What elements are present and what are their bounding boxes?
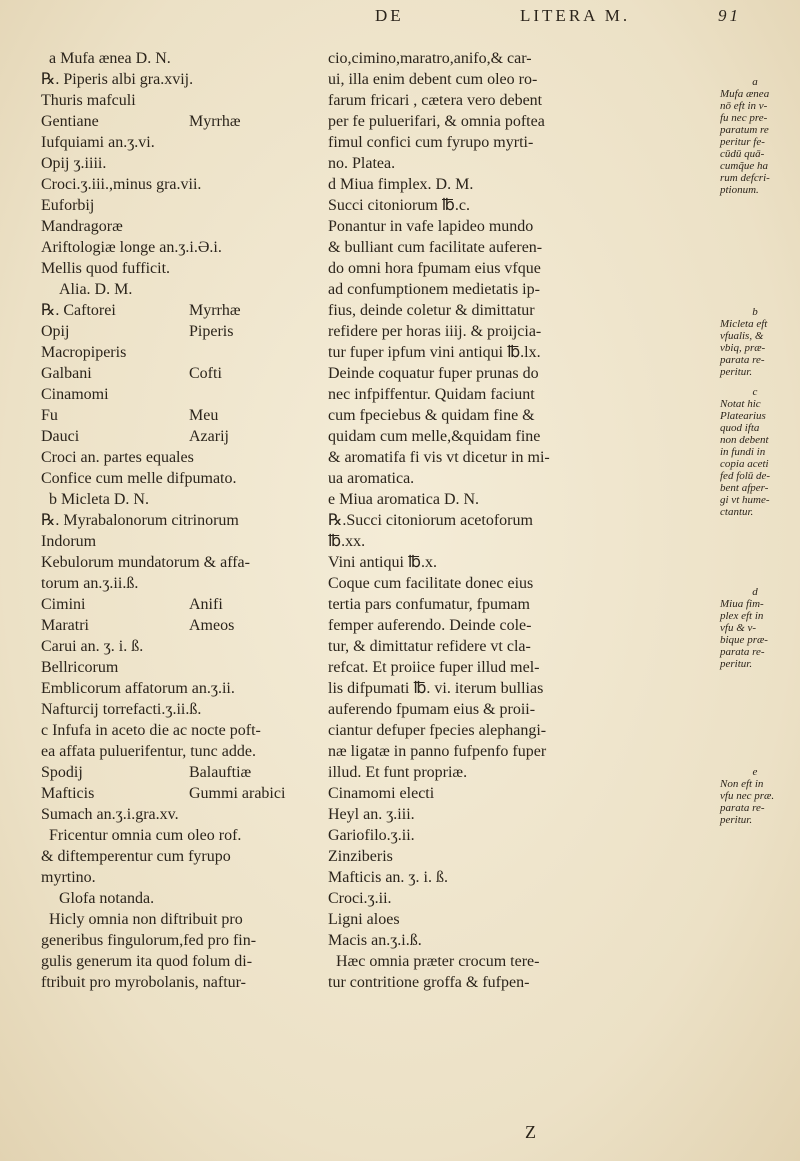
text-line: Succi citoniorum ℔.c. bbox=[328, 197, 470, 214]
text-line-cell: Opij bbox=[41, 323, 70, 340]
text-line: cio,cimino,maratro,anifo,& car- bbox=[328, 50, 532, 67]
text-line-cell: Myrrhæ bbox=[189, 302, 241, 319]
text-line-cell: Cofti bbox=[189, 365, 222, 382]
text-line: d Miua fimplex. D. M. bbox=[328, 176, 474, 193]
text-line: Macropiperis bbox=[41, 344, 127, 361]
margin-note-line: in fundi in bbox=[720, 446, 766, 458]
text-line: do omni hora fpumam eius vfque bbox=[328, 260, 541, 277]
text-line-cell: Maratri bbox=[41, 617, 89, 634]
text-line: Cinamomi electi bbox=[328, 785, 435, 802]
text-line: cum fpeciebus & quidam fine & bbox=[328, 407, 535, 424]
text-line: c Infufa in aceto die ac nocte poft- bbox=[41, 722, 261, 739]
text-line: farum fricari , cætera vero debent bbox=[328, 92, 543, 109]
margin-note-line: bent afper- bbox=[720, 482, 769, 494]
text-line: gulis generum ita quod folum di- bbox=[41, 953, 253, 970]
margin-note-line: peritur. bbox=[720, 658, 753, 670]
text-line: Zinziberis bbox=[328, 848, 393, 865]
margin-note-line: quod ifta bbox=[720, 422, 760, 434]
text-line: ea affata puluerifentur, tunc adde. bbox=[41, 743, 256, 760]
text-line-cell: Fu bbox=[41, 407, 58, 424]
text-line: Fricentur omnia cum oleo rof. bbox=[49, 827, 242, 844]
margin-note bbox=[720, 76, 790, 196]
margin-note-line: cūdū quā- bbox=[720, 148, 765, 160]
text-line: tur contritione groffa & fufpen- bbox=[328, 974, 530, 991]
text-line: no. Platea. bbox=[328, 155, 396, 172]
margin-note bbox=[720, 306, 790, 378]
margin-note-line: paratum re bbox=[720, 124, 769, 136]
margin-note-line: parata re- bbox=[720, 646, 765, 658]
margin-note-line: b bbox=[752, 306, 758, 318]
text-line: Cinamomi bbox=[41, 386, 109, 403]
text-line: Carui an. ʒ. i. ß. bbox=[41, 638, 144, 655]
text-line-cell: Spodij bbox=[41, 764, 83, 781]
text-line bbox=[41, 594, 321, 615]
text-line-cell: Ameos bbox=[189, 617, 235, 634]
text-line: Nafturcij torrefacti.ʒ.ii.ß. bbox=[41, 701, 202, 718]
margin-note-line: parata re- bbox=[720, 354, 765, 366]
margin-note-line: rum defcri- bbox=[720, 172, 770, 184]
text-line: Mafticis an. ʒ. i. ß. bbox=[328, 869, 448, 886]
text-line: illud. Et funt propriæ. bbox=[328, 764, 468, 781]
text-line-cell: Azarij bbox=[189, 428, 229, 445]
text-line: fimul confici cum fyrupo myrti- bbox=[328, 134, 534, 151]
margin-note-line: c bbox=[752, 386, 758, 398]
text-line: Heyl an. ʒ.iii. bbox=[328, 806, 415, 823]
text-line: Alia. D. M. bbox=[59, 281, 133, 298]
text-line-cell: Galbani bbox=[41, 365, 92, 382]
margin-note-line: Micleta eft bbox=[720, 318, 768, 330]
text-line: Deinde coquatur fuper prunas do bbox=[328, 365, 539, 382]
margin-note-line: fu nec pre- bbox=[720, 112, 768, 124]
text-line: & diftemperentur cum fyrupo bbox=[41, 848, 231, 865]
margin-note-line: Notat hic bbox=[720, 398, 761, 410]
text-line: Ariftologiæ longe an.ʒ.i.Ə.i. bbox=[41, 239, 222, 256]
text-line: ui, illa enim debent cum oleo ro- bbox=[328, 71, 538, 88]
text-line bbox=[41, 321, 321, 342]
page-number: 91 bbox=[718, 6, 741, 25]
margin-note-line: ptionum. bbox=[720, 184, 759, 196]
text-line: per fe puluerifari, & omnia poftea bbox=[328, 113, 545, 130]
text-line: ua aromatica. bbox=[328, 470, 415, 487]
text-line: Croci.ʒ.ii. bbox=[328, 890, 392, 907]
header-center: LITERA M. bbox=[520, 6, 631, 25]
text-line: e Miua aromatica D. N. bbox=[328, 491, 480, 508]
text-line-cell: Myrrhæ bbox=[189, 113, 241, 130]
text-line: torum an.ʒ.ii.ß. bbox=[41, 575, 139, 592]
header-left: DE bbox=[375, 6, 404, 25]
text-line: Bellricorum bbox=[41, 659, 119, 676]
margin-note-line: Miua fim- bbox=[720, 598, 764, 610]
margin-note bbox=[720, 386, 790, 518]
margin-note-line: Platearius bbox=[720, 410, 766, 422]
text-line: b Micleta D. N. bbox=[49, 491, 149, 508]
running-header bbox=[0, 6, 800, 36]
text-line: tertia pars confumatur, fpumam bbox=[328, 596, 530, 613]
text-line: auferendo fpumam eius & proii- bbox=[328, 701, 536, 718]
margin-note-line: vfualis, & bbox=[720, 330, 764, 342]
text-line: Euforbij bbox=[41, 197, 95, 214]
text-line: generibus fingulorum,fed pro fin- bbox=[41, 932, 257, 949]
text-line-cell: Cimini bbox=[41, 596, 86, 613]
text-line: tur fuper ipfum vini antiqui ℔.lx. bbox=[328, 344, 541, 361]
margin-note-line: e bbox=[752, 766, 758, 778]
text-line: Hæc omnia præter crocum tere- bbox=[336, 953, 540, 970]
margin-note-line: a bbox=[752, 76, 758, 88]
text-line: Mandragoræ bbox=[41, 218, 123, 235]
text-line: Mellis quod fufficit. bbox=[41, 260, 171, 277]
text-line bbox=[41, 762, 321, 783]
text-line: Ligni aloes bbox=[328, 911, 400, 928]
text-line: ℞.Succi citoniorum acetoforum bbox=[328, 512, 533, 529]
margin-note-line: d bbox=[752, 586, 758, 598]
text-line: & aromatifa fi vis vt dicetur in mi- bbox=[328, 449, 550, 466]
text-line-cell: Meu bbox=[189, 407, 219, 424]
text-line bbox=[41, 300, 321, 321]
margin-note-line: parata re- bbox=[720, 802, 765, 814]
text-line: Kebulorum mundatorum & affa- bbox=[41, 554, 250, 571]
margin-note-line: Non eft in bbox=[720, 778, 764, 790]
text-line-cell: Anifi bbox=[189, 596, 223, 613]
margin-note-line: plex eft in bbox=[720, 610, 764, 622]
margin-note-line: vbiq, præ- bbox=[720, 342, 766, 354]
text-line: ℞. Myrabalonorum citrinorum bbox=[41, 512, 239, 529]
margin-note-line: cumq̃ue ha bbox=[720, 160, 768, 172]
text-line: ℞. Piperis albi gra.xvij. bbox=[41, 71, 194, 88]
text-line: Thuris mafculi bbox=[41, 92, 136, 109]
margin-note-line: bique præ- bbox=[720, 634, 768, 646]
text-line: nec infpiffentur. Quidam faciunt bbox=[328, 386, 535, 403]
text-line-cell: Balauftiæ bbox=[189, 764, 252, 781]
text-line bbox=[41, 783, 321, 804]
text-line: ftribuit pro myrobolanis, naftur- bbox=[41, 974, 246, 991]
text-line: Confice cum melle difpumato. bbox=[41, 470, 237, 487]
text-line: quidam cum melle,&quidam fine bbox=[328, 428, 541, 445]
text-line: a Mufa ænea D. N. bbox=[49, 50, 171, 67]
text-line bbox=[41, 111, 321, 132]
text-line: tur, & dimittatur refidere vt cla- bbox=[328, 638, 531, 655]
margin-note-line: nō eft in v- bbox=[720, 100, 768, 112]
text-line: Croci an. partes equales bbox=[41, 449, 194, 466]
text-line: næ ligatæ in panno fufpenfo fuper bbox=[328, 743, 547, 760]
right-text-column bbox=[328, 48, 718, 993]
margin-note-line: Mufa ænea bbox=[720, 88, 770, 100]
text-line: Iufquiami an.ʒ.vi. bbox=[41, 134, 155, 151]
margin-note bbox=[720, 586, 790, 670]
text-line: lis difpumati ℔. vi. iterum bullias bbox=[328, 680, 544, 697]
text-line bbox=[41, 426, 321, 447]
text-line-cell: Gentiane bbox=[41, 113, 99, 130]
text-line: Sumach an.ʒ.i.gra.xv. bbox=[41, 806, 179, 823]
text-line-cell: Dauci bbox=[41, 428, 80, 445]
margin-note-line: peritur. bbox=[720, 366, 753, 378]
text-line: & bulliant cum facilitate auferen- bbox=[328, 239, 543, 256]
text-line-cell: ℞. Caftorei bbox=[41, 302, 116, 319]
margin-note-line: peritur. bbox=[720, 814, 753, 826]
text-line: Ponantur in vafe lapideo mundo bbox=[328, 218, 534, 235]
text-line: ciantur defuper fpecies alephangi- bbox=[328, 722, 547, 739]
text-line: Hicly omnia non diftribuit pro bbox=[49, 911, 243, 928]
text-line: femper auferendo. Deinde cole- bbox=[328, 617, 532, 634]
text-line-cell: Piperis bbox=[189, 323, 234, 340]
text-line: Coque cum facilitate donec eius bbox=[328, 575, 534, 592]
text-line: Gariofilo.ʒ.ii. bbox=[328, 827, 415, 844]
margin-note-line: copia aceti bbox=[720, 458, 769, 470]
margin-note bbox=[720, 766, 790, 826]
text-line: Emblicorum affatorum an.ʒ.ii. bbox=[41, 680, 235, 697]
text-line: fius, deinde coletur & dimittatur bbox=[328, 302, 535, 319]
margin-note-line: peritur fe- bbox=[720, 136, 765, 148]
margin-note-line: vfu & v- bbox=[720, 622, 757, 634]
left-text-column bbox=[41, 48, 321, 993]
text-line: Croci.ʒ.iii.,minus gra.vii. bbox=[41, 176, 202, 193]
text-line: myrtino. bbox=[41, 869, 96, 886]
margin-note-line: ctantur. bbox=[720, 506, 754, 518]
margin-note-line: fed folū de- bbox=[720, 470, 771, 482]
margin-note-line: gi vt hume- bbox=[720, 494, 770, 506]
text-line bbox=[41, 363, 321, 384]
text-line: Opij ʒ.iiii. bbox=[41, 155, 107, 172]
text-line: Glofa notanda. bbox=[59, 890, 155, 907]
text-line bbox=[41, 405, 321, 426]
text-line: ad confumptionem medietatis ip- bbox=[328, 281, 540, 298]
text-line: Macis an.ʒ.i.ß. bbox=[328, 932, 422, 949]
text-line: ℔.xx. bbox=[328, 533, 366, 550]
text-line bbox=[41, 615, 321, 636]
margin-note-line: vfu nec præ. bbox=[720, 790, 775, 802]
margin-note-line: non debent bbox=[720, 434, 769, 446]
text-line: Indorum bbox=[41, 533, 97, 550]
signature-mark: Z bbox=[525, 1122, 536, 1142]
text-line: Vini antiqui ℔.x. bbox=[328, 554, 438, 571]
text-line: refidere per horas iiij. & proijcia- bbox=[328, 323, 542, 340]
text-line-cell: Mafticis bbox=[41, 785, 95, 802]
text-line-cell: Gummi arabici bbox=[189, 785, 286, 802]
text-line: refcat. Et proiice fuper illud mel- bbox=[328, 659, 540, 676]
